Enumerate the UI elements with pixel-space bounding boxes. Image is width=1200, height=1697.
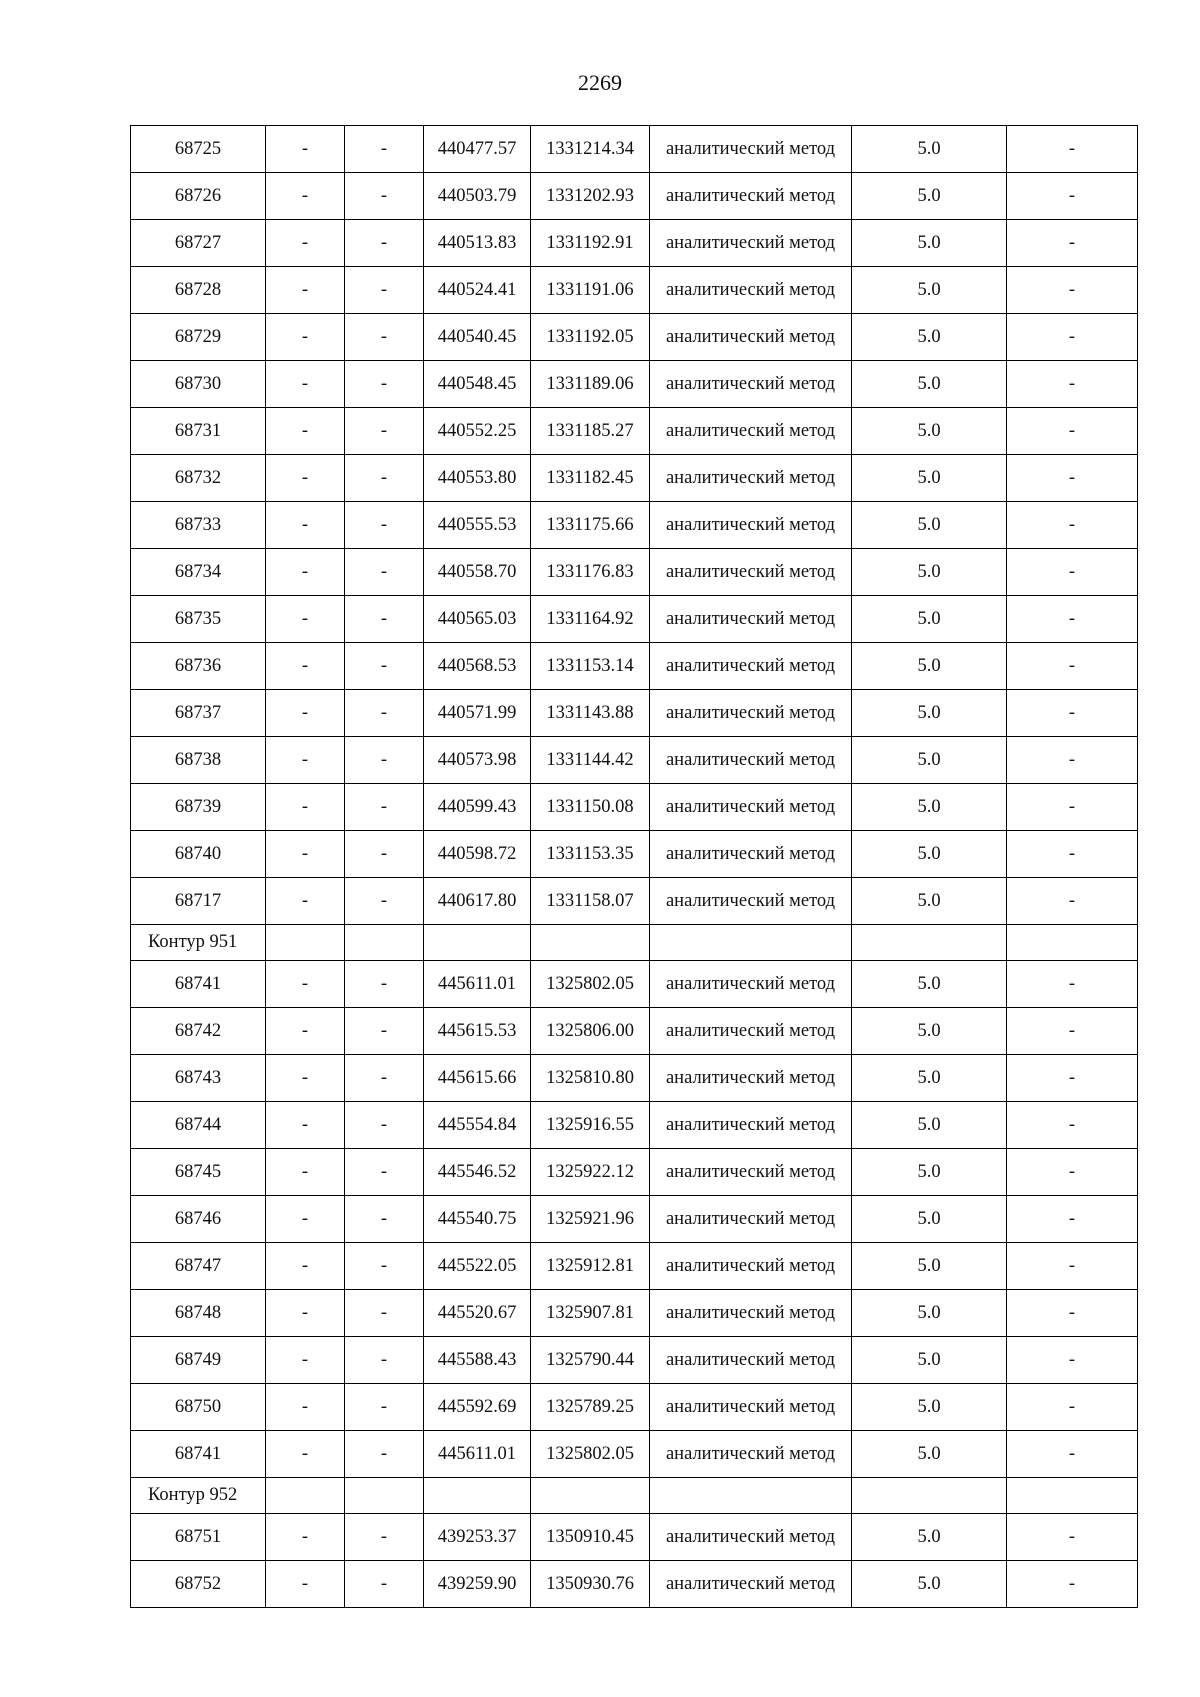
x-coordinate-cell: 445588.43 xyxy=(424,1337,531,1384)
y-coordinate-cell: 1331175.66 xyxy=(531,502,650,549)
y-coordinate-cell: 1325922.12 xyxy=(531,1149,650,1196)
point-id-cell: 68727 xyxy=(131,220,266,267)
dash-cell: - xyxy=(1007,737,1138,784)
method-cell: аналитический метод xyxy=(650,878,852,925)
method-cell: аналитический метод xyxy=(650,1008,852,1055)
dash-cell: - xyxy=(266,267,345,314)
table-row xyxy=(131,455,1138,502)
empty-cell xyxy=(266,925,345,961)
y-coordinate-cell: 1325907.81 xyxy=(531,1290,650,1337)
point-id-cell: 68747 xyxy=(131,1243,266,1290)
table-row xyxy=(131,314,1138,361)
point-id-cell: 68734 xyxy=(131,549,266,596)
x-coordinate-cell: 440524.41 xyxy=(424,267,531,314)
table-row xyxy=(131,220,1138,267)
dash-cell: - xyxy=(345,408,424,455)
accuracy-cell: 5.0 xyxy=(852,1008,1007,1055)
empty-cell xyxy=(266,1478,345,1514)
dash-cell: - xyxy=(266,126,345,173)
dash-cell: - xyxy=(266,1431,345,1478)
table-row xyxy=(131,690,1138,737)
dash-cell: - xyxy=(1007,267,1138,314)
empty-cell xyxy=(650,1478,852,1514)
dash-cell: - xyxy=(1007,961,1138,1008)
dash-cell: - xyxy=(345,361,424,408)
dash-cell: - xyxy=(266,643,345,690)
table-row xyxy=(131,1384,1138,1431)
empty-cell xyxy=(424,1478,531,1514)
accuracy-cell: 5.0 xyxy=(852,1561,1007,1608)
dash-cell: - xyxy=(266,1243,345,1290)
dash-cell: - xyxy=(1007,1514,1138,1561)
method-cell: аналитический метод xyxy=(650,1243,852,1290)
page-number: 2269 xyxy=(578,70,622,95)
dash-cell: - xyxy=(266,690,345,737)
table-row xyxy=(131,1561,1138,1608)
dash-cell: - xyxy=(345,267,424,314)
point-id-cell: 68743 xyxy=(131,1055,266,1102)
dash-cell: - xyxy=(1007,220,1138,267)
table-row xyxy=(131,126,1138,173)
x-coordinate-cell: 445540.75 xyxy=(424,1196,531,1243)
method-cell: аналитический метод xyxy=(650,1196,852,1243)
point-id-cell: 68725 xyxy=(131,126,266,173)
dash-cell: - xyxy=(345,1008,424,1055)
empty-cell xyxy=(852,1478,1007,1514)
x-coordinate-cell: 445554.84 xyxy=(424,1102,531,1149)
y-coordinate-cell: 1325916.55 xyxy=(531,1102,650,1149)
method-cell: аналитический метод xyxy=(650,831,852,878)
table-row xyxy=(131,361,1138,408)
empty-cell xyxy=(852,925,1007,961)
y-coordinate-cell: 1331202.93 xyxy=(531,173,650,220)
dash-cell: - xyxy=(345,455,424,502)
method-cell: аналитический метод xyxy=(650,267,852,314)
point-id-cell: 68717 xyxy=(131,878,266,925)
dash-cell: - xyxy=(1007,173,1138,220)
empty-cell xyxy=(345,925,424,961)
y-coordinate-cell: 1331185.27 xyxy=(531,408,650,455)
empty-cell xyxy=(345,1478,424,1514)
point-id-cell: 68728 xyxy=(131,267,266,314)
dash-cell: - xyxy=(345,1431,424,1478)
accuracy-cell: 5.0 xyxy=(852,549,1007,596)
accuracy-cell: 5.0 xyxy=(852,1102,1007,1149)
method-cell: аналитический метод xyxy=(650,220,852,267)
y-coordinate-cell: 1331176.83 xyxy=(531,549,650,596)
y-coordinate-cell: 1325810.80 xyxy=(531,1055,650,1102)
dash-cell: - xyxy=(1007,878,1138,925)
dash-cell: - xyxy=(1007,1149,1138,1196)
dash-cell: - xyxy=(345,173,424,220)
dash-cell: - xyxy=(345,1561,424,1608)
y-coordinate-cell: 1331164.92 xyxy=(531,596,650,643)
point-id-cell: 68736 xyxy=(131,643,266,690)
dash-cell: - xyxy=(345,502,424,549)
accuracy-cell: 5.0 xyxy=(852,831,1007,878)
x-coordinate-cell: 445592.69 xyxy=(424,1384,531,1431)
y-coordinate-cell: 1331158.07 xyxy=(531,878,650,925)
accuracy-cell: 5.0 xyxy=(852,173,1007,220)
method-cell: аналитический метод xyxy=(650,737,852,784)
method-cell: аналитический метод xyxy=(650,1561,852,1608)
dash-cell: - xyxy=(1007,690,1138,737)
dash-cell: - xyxy=(345,549,424,596)
y-coordinate-cell: 1331182.45 xyxy=(531,455,650,502)
dash-cell: - xyxy=(266,173,345,220)
y-coordinate-cell: 1325789.25 xyxy=(531,1384,650,1431)
dash-cell: - xyxy=(1007,502,1138,549)
dash-cell: - xyxy=(345,1055,424,1102)
point-id-cell: 68741 xyxy=(131,1431,266,1478)
table-row xyxy=(131,1431,1138,1478)
dash-cell: - xyxy=(1007,1384,1138,1431)
accuracy-cell: 5.0 xyxy=(852,1196,1007,1243)
dash-cell: - xyxy=(345,126,424,173)
table-row xyxy=(131,784,1138,831)
x-coordinate-cell: 445522.05 xyxy=(424,1243,531,1290)
method-cell: аналитический метод xyxy=(650,690,852,737)
table-row xyxy=(131,961,1138,1008)
method-cell: аналитический метод xyxy=(650,408,852,455)
table-row xyxy=(131,1008,1138,1055)
empty-cell xyxy=(650,925,852,961)
dash-cell: - xyxy=(1007,1431,1138,1478)
dash-cell: - xyxy=(345,831,424,878)
dash-cell: - xyxy=(266,1384,345,1431)
method-cell: аналитический метод xyxy=(650,961,852,1008)
dash-cell: - xyxy=(266,361,345,408)
dash-cell: - xyxy=(1007,126,1138,173)
accuracy-cell: 5.0 xyxy=(852,1243,1007,1290)
method-cell: аналитический метод xyxy=(650,1055,852,1102)
method-cell: аналитический метод xyxy=(650,596,852,643)
dash-cell: - xyxy=(266,1149,345,1196)
dash-cell: - xyxy=(345,314,424,361)
accuracy-cell: 5.0 xyxy=(852,1514,1007,1561)
y-coordinate-cell: 1331214.34 xyxy=(531,126,650,173)
empty-cell xyxy=(531,1478,650,1514)
dash-cell: - xyxy=(1007,643,1138,690)
method-cell: аналитический метод xyxy=(650,784,852,831)
dash-cell: - xyxy=(266,314,345,361)
accuracy-cell: 5.0 xyxy=(852,643,1007,690)
contour-header-row xyxy=(131,1478,1138,1514)
accuracy-cell: 5.0 xyxy=(852,220,1007,267)
table-row xyxy=(131,1290,1138,1337)
dash-cell: - xyxy=(1007,1243,1138,1290)
x-coordinate-cell: 440617.80 xyxy=(424,878,531,925)
x-coordinate-cell: 440571.99 xyxy=(424,690,531,737)
empty-cell xyxy=(1007,925,1138,961)
dash-cell: - xyxy=(266,878,345,925)
dash-cell: - xyxy=(345,1384,424,1431)
contour-header-row xyxy=(131,925,1138,961)
method-cell: аналитический метод xyxy=(650,643,852,690)
x-coordinate-cell: 439259.90 xyxy=(424,1561,531,1608)
y-coordinate-cell: 1325802.05 xyxy=(531,961,650,1008)
dash-cell: - xyxy=(345,1149,424,1196)
accuracy-cell: 5.0 xyxy=(852,690,1007,737)
method-cell: аналитический метод xyxy=(650,126,852,173)
x-coordinate-cell: 440565.03 xyxy=(424,596,531,643)
table-row xyxy=(131,596,1138,643)
x-coordinate-cell: 445615.66 xyxy=(424,1055,531,1102)
dash-cell: - xyxy=(266,961,345,1008)
table-row xyxy=(131,1337,1138,1384)
accuracy-cell: 5.0 xyxy=(852,1384,1007,1431)
accuracy-cell: 5.0 xyxy=(852,314,1007,361)
y-coordinate-cell: 1325921.96 xyxy=(531,1196,650,1243)
y-coordinate-cell: 1325790.44 xyxy=(531,1337,650,1384)
dash-cell: - xyxy=(266,1337,345,1384)
method-cell: аналитический метод xyxy=(650,314,852,361)
point-id-cell: 68732 xyxy=(131,455,266,502)
dash-cell: - xyxy=(1007,1196,1138,1243)
dash-cell: - xyxy=(345,1102,424,1149)
empty-cell xyxy=(1007,1478,1138,1514)
dash-cell: - xyxy=(1007,1102,1138,1149)
y-coordinate-cell: 1350930.76 xyxy=(531,1561,650,1608)
x-coordinate-cell: 445611.01 xyxy=(424,1431,531,1478)
table-row xyxy=(131,549,1138,596)
x-coordinate-cell: 440503.79 xyxy=(424,173,531,220)
table-row xyxy=(131,267,1138,314)
dash-cell: - xyxy=(345,961,424,1008)
x-coordinate-cell: 440599.43 xyxy=(424,784,531,831)
table-row xyxy=(131,1243,1138,1290)
x-coordinate-cell: 440540.45 xyxy=(424,314,531,361)
contour-label: Контур 952 xyxy=(131,1478,266,1514)
table-row xyxy=(131,1055,1138,1102)
x-coordinate-cell: 440558.70 xyxy=(424,549,531,596)
y-coordinate-cell: 1331192.91 xyxy=(531,220,650,267)
accuracy-cell: 5.0 xyxy=(852,784,1007,831)
point-id-cell: 68742 xyxy=(131,1008,266,1055)
x-coordinate-cell: 445546.52 xyxy=(424,1149,531,1196)
accuracy-cell: 5.0 xyxy=(852,1431,1007,1478)
contour-label: Контур 951 xyxy=(131,925,266,961)
dash-cell: - xyxy=(1007,831,1138,878)
dash-cell: - xyxy=(1007,408,1138,455)
table-row xyxy=(131,737,1138,784)
x-coordinate-cell: 440573.98 xyxy=(424,737,531,784)
accuracy-cell: 5.0 xyxy=(852,408,1007,455)
point-id-cell: 68752 xyxy=(131,1561,266,1608)
accuracy-cell: 5.0 xyxy=(852,961,1007,1008)
y-coordinate-cell: 1331150.08 xyxy=(531,784,650,831)
dash-cell: - xyxy=(266,1196,345,1243)
point-id-cell: 68735 xyxy=(131,596,266,643)
method-cell: аналитический метод xyxy=(650,1337,852,1384)
dash-cell: - xyxy=(1007,596,1138,643)
dash-cell: - xyxy=(266,1008,345,1055)
dash-cell: - xyxy=(266,220,345,267)
dash-cell: - xyxy=(266,549,345,596)
dash-cell: - xyxy=(1007,1561,1138,1608)
dash-cell: - xyxy=(1007,784,1138,831)
accuracy-cell: 5.0 xyxy=(852,455,1007,502)
table-row xyxy=(131,408,1138,455)
point-id-cell: 68749 xyxy=(131,1337,266,1384)
method-cell: аналитический метод xyxy=(650,361,852,408)
x-coordinate-cell: 445611.01 xyxy=(424,961,531,1008)
y-coordinate-cell: 1350910.45 xyxy=(531,1514,650,1561)
dash-cell: - xyxy=(266,831,345,878)
method-cell: аналитический метод xyxy=(650,1431,852,1478)
table-row xyxy=(131,1102,1138,1149)
x-coordinate-cell: 440477.57 xyxy=(424,126,531,173)
method-cell: аналитический метод xyxy=(650,1384,852,1431)
point-id-cell: 68726 xyxy=(131,173,266,220)
dash-cell: - xyxy=(1007,1055,1138,1102)
dash-cell: - xyxy=(266,737,345,784)
dash-cell: - xyxy=(345,1196,424,1243)
point-id-cell: 68739 xyxy=(131,784,266,831)
y-coordinate-cell: 1325912.81 xyxy=(531,1243,650,1290)
accuracy-cell: 5.0 xyxy=(852,1055,1007,1102)
accuracy-cell: 5.0 xyxy=(852,126,1007,173)
x-coordinate-cell: 440552.25 xyxy=(424,408,531,455)
table-row xyxy=(131,502,1138,549)
dash-cell: - xyxy=(266,1055,345,1102)
dash-cell: - xyxy=(266,455,345,502)
accuracy-cell: 5.0 xyxy=(852,878,1007,925)
table-row xyxy=(131,878,1138,925)
y-coordinate-cell: 1331189.06 xyxy=(531,361,650,408)
method-cell: аналитический метод xyxy=(650,502,852,549)
point-id-cell: 68745 xyxy=(131,1149,266,1196)
dash-cell: - xyxy=(345,596,424,643)
empty-cell xyxy=(531,925,650,961)
method-cell: аналитический метод xyxy=(650,173,852,220)
y-coordinate-cell: 1331191.06 xyxy=(531,267,650,314)
dash-cell: - xyxy=(345,737,424,784)
empty-cell xyxy=(424,925,531,961)
x-coordinate-cell: 445615.53 xyxy=(424,1008,531,1055)
dash-cell: - xyxy=(345,690,424,737)
dash-cell: - xyxy=(266,1514,345,1561)
dash-cell: - xyxy=(1007,1337,1138,1384)
dash-cell: - xyxy=(345,878,424,925)
point-id-cell: 68750 xyxy=(131,1384,266,1431)
dash-cell: - xyxy=(266,784,345,831)
dash-cell: - xyxy=(266,596,345,643)
point-id-cell: 68744 xyxy=(131,1102,266,1149)
accuracy-cell: 5.0 xyxy=(852,1337,1007,1384)
accuracy-cell: 5.0 xyxy=(852,596,1007,643)
x-coordinate-cell: 440513.83 xyxy=(424,220,531,267)
dash-cell: - xyxy=(345,643,424,690)
dash-cell: - xyxy=(266,408,345,455)
table-row xyxy=(131,643,1138,690)
method-cell: аналитический метод xyxy=(650,1149,852,1196)
accuracy-cell: 5.0 xyxy=(852,361,1007,408)
dash-cell: - xyxy=(1007,1290,1138,1337)
y-coordinate-cell: 1331153.14 xyxy=(531,643,650,690)
method-cell: аналитический метод xyxy=(650,455,852,502)
x-coordinate-cell: 440553.80 xyxy=(424,455,531,502)
table-row xyxy=(131,173,1138,220)
dash-cell: - xyxy=(345,1243,424,1290)
y-coordinate-cell: 1325806.00 xyxy=(531,1008,650,1055)
x-coordinate-cell: 440555.53 xyxy=(424,502,531,549)
y-coordinate-cell: 1331153.35 xyxy=(531,831,650,878)
dash-cell: - xyxy=(266,1561,345,1608)
point-id-cell: 68730 xyxy=(131,361,266,408)
dash-cell: - xyxy=(1007,455,1138,502)
dash-cell: - xyxy=(345,1290,424,1337)
y-coordinate-cell: 1331192.05 xyxy=(531,314,650,361)
accuracy-cell: 5.0 xyxy=(852,1149,1007,1196)
y-coordinate-cell: 1331144.42 xyxy=(531,737,650,784)
point-id-cell: 68740 xyxy=(131,831,266,878)
x-coordinate-cell: 440568.53 xyxy=(424,643,531,690)
table-body xyxy=(131,126,1138,1608)
accuracy-cell: 5.0 xyxy=(852,267,1007,314)
point-id-cell: 68729 xyxy=(131,314,266,361)
accuracy-cell: 5.0 xyxy=(852,1290,1007,1337)
table-row xyxy=(131,1514,1138,1561)
point-id-cell: 68741 xyxy=(131,961,266,1008)
point-id-cell: 68748 xyxy=(131,1290,266,1337)
dash-cell: - xyxy=(266,502,345,549)
dash-cell: - xyxy=(266,1290,345,1337)
method-cell: аналитический метод xyxy=(650,549,852,596)
accuracy-cell: 5.0 xyxy=(852,737,1007,784)
table-row xyxy=(131,1196,1138,1243)
y-coordinate-cell: 1331143.88 xyxy=(531,690,650,737)
accuracy-cell: 5.0 xyxy=(852,502,1007,549)
dash-cell: - xyxy=(345,1514,424,1561)
dash-cell: - xyxy=(1007,1008,1138,1055)
point-id-cell: 68733 xyxy=(131,502,266,549)
y-coordinate-cell: 1325802.05 xyxy=(531,1431,650,1478)
method-cell: аналитический метод xyxy=(650,1102,852,1149)
dash-cell: - xyxy=(345,1337,424,1384)
x-coordinate-cell: 440548.45 xyxy=(424,361,531,408)
point-id-cell: 68751 xyxy=(131,1514,266,1561)
x-coordinate-cell: 445520.67 xyxy=(424,1290,531,1337)
dash-cell: - xyxy=(1007,549,1138,596)
coordinates-table xyxy=(130,125,1138,1608)
dash-cell: - xyxy=(266,1102,345,1149)
x-coordinate-cell: 439253.37 xyxy=(424,1514,531,1561)
point-id-cell: 68737 xyxy=(131,690,266,737)
table-row xyxy=(131,1149,1138,1196)
method-cell: аналитический метод xyxy=(650,1514,852,1561)
point-id-cell: 68746 xyxy=(131,1196,266,1243)
x-coordinate-cell: 440598.72 xyxy=(424,831,531,878)
method-cell: аналитический метод xyxy=(650,1290,852,1337)
table-row xyxy=(131,831,1138,878)
dash-cell: - xyxy=(1007,314,1138,361)
dash-cell: - xyxy=(345,784,424,831)
dash-cell: - xyxy=(345,220,424,267)
dash-cell: - xyxy=(1007,361,1138,408)
point-id-cell: 68731 xyxy=(131,408,266,455)
point-id-cell: 68738 xyxy=(131,737,266,784)
